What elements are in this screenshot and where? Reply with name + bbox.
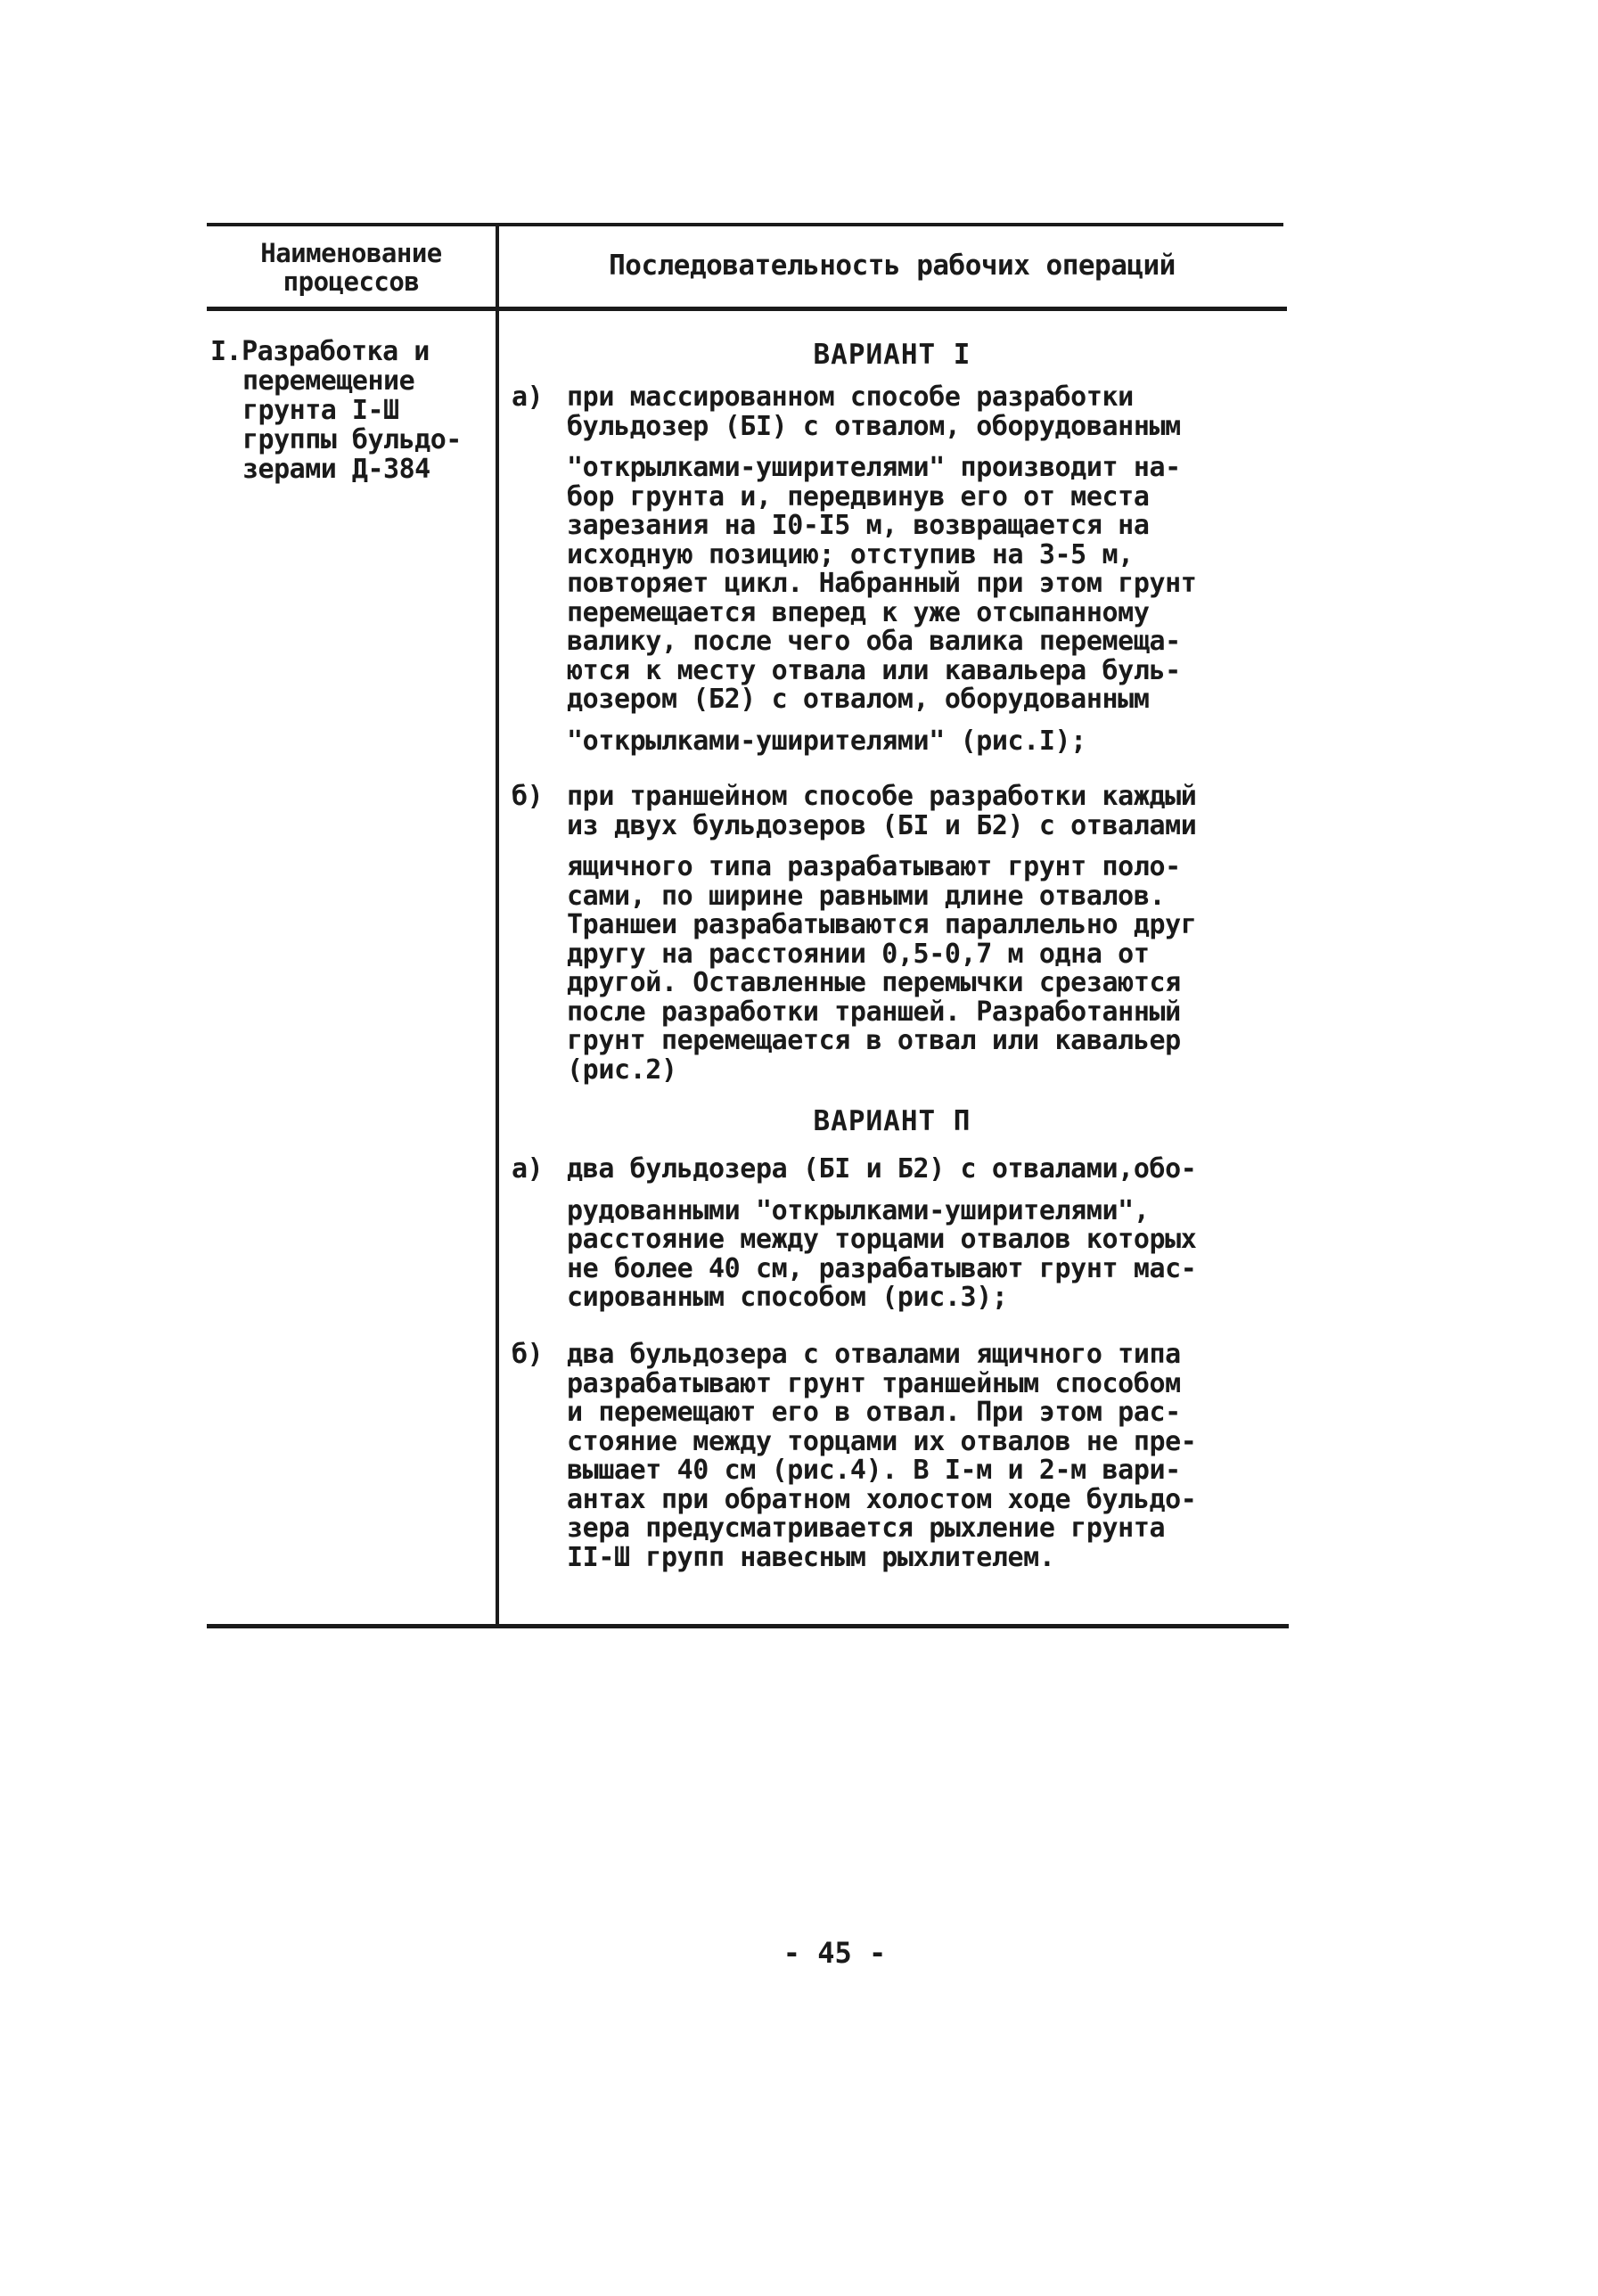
process-line: перемещение bbox=[242, 365, 415, 397]
text-line: из двух бульдозеров (БI и Б2) с отвалами bbox=[567, 809, 1197, 841]
variant-2-title: ВАРИАНТ П bbox=[813, 1105, 971, 1137]
table-bottom-rule bbox=[207, 1624, 1289, 1628]
table-column-divider bbox=[496, 223, 499, 1628]
text-line: Траншеи разрабатываются параллельно друг bbox=[567, 909, 1197, 940]
text-line: (рис.2) bbox=[567, 1054, 677, 1086]
process-line: группы бульдо- bbox=[242, 424, 462, 455]
text-line: бульдозер (БI) с отвалом, оборудованным bbox=[567, 410, 1181, 442]
variant-1-title: ВАРИАНТ I bbox=[813, 339, 971, 371]
item-marker: а) bbox=[512, 1153, 544, 1185]
item-marker: б) bbox=[512, 781, 544, 812]
text-line: и перемещают его в отвал. При этом рас- bbox=[567, 1397, 1181, 1428]
text-line: валику, после чего оба валика перемеща- bbox=[567, 626, 1181, 657]
text-line: сами, по ширине равными длине отвалов. bbox=[567, 880, 1166, 912]
item-text bbox=[567, 383, 1280, 756]
text-line: "открылками-уширителями" производит на- bbox=[567, 452, 1181, 483]
item-text bbox=[567, 1155, 1280, 1313]
header-process-name: Наименование процессов bbox=[260, 238, 442, 297]
text-line: II-Ш групп навесным рыхлителем. bbox=[567, 1541, 1055, 1573]
text-line: другу на расстоянии 0,5-0,7 м одна от bbox=[567, 938, 1150, 970]
item-text bbox=[567, 783, 1280, 1085]
text-line: разрабатывают грунт траншейным способом bbox=[567, 1367, 1181, 1399]
text-line: антах при обратном холостом ходе бульдо- bbox=[567, 1483, 1197, 1515]
text-line: расстояние между торцами отвалов которых bbox=[567, 1224, 1197, 1255]
text-line: ются к месту отвала или кавальера буль- bbox=[567, 654, 1181, 686]
text-line: после разработки траншей. Разработанный bbox=[567, 996, 1181, 1028]
text-line: вышает 40 см (рис.4). В I-м и 2-м вари- bbox=[567, 1455, 1181, 1486]
text-line: повторяет цикл. Набранный при этом грунт bbox=[567, 568, 1197, 599]
text-line: при массированном способе разработки bbox=[567, 381, 1134, 413]
text-line: не более 40 см, разрабатывают грунт мас- bbox=[567, 1252, 1197, 1284]
item-marker: а) bbox=[512, 381, 544, 413]
item-text bbox=[567, 1341, 1280, 1572]
text-line: стояние между торцами их отвалов не пре- bbox=[567, 1425, 1197, 1457]
text-line: дозером (Б2) с отвалом, оборудованным bbox=[567, 684, 1150, 715]
text-line: "открылками-уширителями" (рис.I); bbox=[567, 725, 1086, 757]
text-line: рудованными "открылками-уширителями", bbox=[567, 1194, 1150, 1226]
header-operations-sequence: Последовательность рабочих операций bbox=[609, 250, 1176, 282]
text-line: перемещается вперед к уже отсыпанному bbox=[567, 596, 1150, 628]
table-header-rule bbox=[207, 307, 1287, 311]
text-line: зарезания на I0-I5 м, возвращается на bbox=[567, 510, 1150, 541]
text-line: грунт перемещается в отвал или кавальер bbox=[567, 1025, 1181, 1056]
page-number bbox=[0, 1936, 1598, 1970]
text-line: при траншейном способе разработки каждый bbox=[567, 781, 1197, 812]
process-name-cell bbox=[210, 337, 492, 484]
text-line: исходную позицию; отступив на 3-5 м, bbox=[567, 538, 1134, 570]
text-line: другой. Оставленные перемычки срезаются bbox=[567, 967, 1181, 998]
table-top-rule bbox=[207, 223, 1283, 226]
process-line: зерами Д-384 bbox=[242, 454, 430, 485]
item-marker: б) bbox=[512, 1339, 544, 1370]
text-line: сированным способом (рис.3); bbox=[567, 1282, 1008, 1313]
text-line: бор грунта и, передвинув его от места bbox=[567, 480, 1150, 512]
process-line: I.Разработка и bbox=[210, 336, 430, 367]
text-line: ящичного типа разрабатывают грунт поло- bbox=[567, 851, 1181, 882]
process-line: грунта I-Ш bbox=[242, 395, 399, 426]
text-line: два бульдозера с отвалами ящичного типа bbox=[567, 1339, 1181, 1370]
page-number-text: - 45 - bbox=[783, 1936, 887, 1970]
text-line: зера предусматривается рыхление грунта bbox=[567, 1513, 1166, 1544]
text-line: два бульдозера (БI и Б2) с отвалами,обо- bbox=[567, 1153, 1197, 1185]
